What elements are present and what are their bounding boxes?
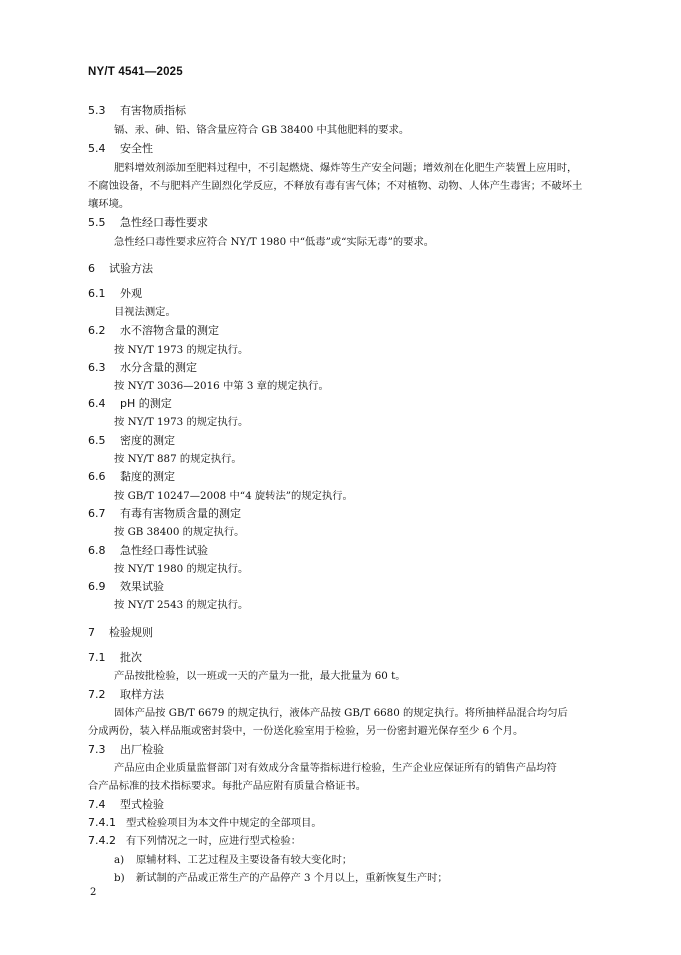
paragraph: 按 NY/T 2543 的规定执行。 — [114, 599, 249, 611]
clause-number: 7.4.2 — [88, 834, 116, 847]
clause-text: 型式检验项目为本文件中规定的全部项目。 — [126, 817, 322, 829]
section-number: 6.8 — [88, 544, 106, 557]
section-number: 7.1 — [88, 651, 106, 664]
list-text: 新试制的产品或正常生产的产品停产 3 个月以上，重新恢复生产时； — [136, 872, 448, 884]
section-number: 6.6 — [88, 470, 106, 483]
paragraph: 按 NY/T 1980 的规定执行。 — [114, 563, 249, 575]
section-title: 有害物质指标 — [120, 104, 186, 117]
section-title: 急性经口毒性要求 — [120, 216, 208, 229]
section-heading-7-3 — [88, 741, 164, 757]
section-title: 急性经口毒性试验 — [120, 544, 208, 557]
section-number: 6.2 — [88, 324, 106, 337]
section-number: 5.3 — [88, 104, 106, 117]
section-heading-6-5 — [88, 432, 175, 448]
section-title: 外观 — [120, 287, 142, 300]
section-title: pH 的测定 — [120, 397, 172, 410]
section-title: 有毒有害物质含量的测定 — [120, 507, 241, 520]
paragraph: 急性经口毒性要求应符合 NY/T 1980 中“低毒”或“实际无毒”的要求。 — [114, 236, 435, 248]
section-title: 水不溶物含量的测定 — [120, 324, 219, 337]
section-number: 6.3 — [88, 361, 106, 374]
section-number: 5.5 — [88, 216, 106, 229]
page-number: 2 — [90, 887, 97, 898]
section-title: 安全性 — [120, 142, 153, 155]
section-title: 检验规则 — [109, 626, 153, 639]
paragraph: 合产品标准的技术指标要求。每批产品应附有质量合格证书。 — [88, 780, 367, 792]
clause-number: 7.4.1 — [88, 816, 116, 829]
paragraph: 目视法测定。 — [114, 306, 176, 318]
section-title: 效果试验 — [120, 580, 164, 593]
clause-7-4-1 — [88, 814, 322, 829]
paragraph: 按 GB 38400 的规定执行。 — [114, 526, 245, 538]
section-heading-6-2 — [88, 322, 219, 338]
paragraph: 按 NY/T 1973 的规定执行。 — [114, 344, 249, 356]
section-number: 6.4 — [88, 397, 106, 410]
section-title: 试验方法 — [109, 262, 153, 275]
paragraph: 固体产品按 GB/T 6679 的规定执行，液体产品按 GB/T 6680 的规定执行。将所抽样品混合均匀后 — [114, 707, 568, 719]
paragraph: 不腐蚀设备，不与肥料产生剧烈化学反应，不释放有毒有害气体；不对植物、动物、人体产生毒害；不破坏土 — [88, 180, 583, 192]
paragraph: 按 NY/T 887 的规定执行。 — [114, 453, 242, 465]
section-heading-7-1 — [88, 649, 142, 665]
section-heading-6-7 — [88, 505, 241, 521]
section-number: 7.4 — [88, 798, 106, 811]
section-title: 取样方法 — [120, 688, 164, 701]
list-item — [114, 851, 352, 866]
paragraph: 壤环境。 — [88, 198, 130, 210]
clause-7-4-2 — [88, 832, 301, 847]
section-number: 6.1 — [88, 287, 106, 300]
section-number: 6.9 — [88, 580, 106, 593]
paragraph: 分成两份，装入样品瓶或密封袋中，一份送化验室用于检验，另一份密封避光保存至少 6 个月。 — [88, 725, 524, 737]
section-heading-6-4 — [88, 395, 172, 411]
list-marker: b) — [114, 872, 125, 884]
section-heading-5-4 — [88, 140, 153, 156]
section-heading-6-1 — [88, 285, 142, 301]
section-heading-7-2 — [88, 686, 164, 702]
section-heading-7-4 — [88, 796, 164, 812]
section-heading-6-3 — [88, 359, 197, 375]
section-number: 7.3 — [88, 743, 106, 756]
section-number: 6.7 — [88, 507, 106, 520]
list-item — [114, 869, 448, 884]
section-title: 水分含量的测定 — [120, 361, 197, 374]
section-number: 6.5 — [88, 434, 106, 447]
section-number: 6 — [88, 262, 95, 275]
paragraph: 肥料增效剂添加至肥料过程中，不引起燃烧、爆炸等生产安全问题；增效剂在化肥生产装置上应用时， — [114, 162, 578, 174]
section-title: 型式检验 — [120, 798, 164, 811]
section-heading-6-8 — [88, 542, 208, 558]
section-title: 黏度的测定 — [120, 470, 175, 483]
paragraph: 产品应由企业质量监督部门对有效成分含量等指标进行检验，生产企业应保证所有的销售产品均符 — [114, 762, 557, 774]
section-heading-6-6 — [88, 468, 175, 484]
paragraph: 按 NY/T 3036—2016 中第 3 章的规定执行。 — [114, 380, 329, 392]
section-number: 7.2 — [88, 688, 106, 701]
paragraph: 镉、汞、砷、铅、铬含量应符合 GB 38400 中其他肥料的要求。 — [114, 124, 410, 136]
list-text: 原辅材料、工艺过程及主要设备有较大变化时； — [136, 854, 353, 866]
paragraph: 产品按批检验，以一班或一天的产量为一批，最大批量为 60 t。 — [114, 670, 406, 682]
chapter-heading-6 — [88, 260, 153, 276]
section-title: 批次 — [120, 651, 142, 664]
section-heading-5-3 — [88, 102, 186, 118]
section-heading-6-9 — [88, 578, 164, 594]
paragraph: 按 GB/T 10247—2008 中“4 旋转法”的规定执行。 — [114, 490, 353, 502]
section-number: 7 — [88, 626, 95, 639]
list-marker: a) — [114, 854, 125, 866]
section-heading-5-5 — [88, 214, 208, 230]
chapter-heading-7 — [88, 624, 153, 640]
section-number: 5.4 — [88, 142, 106, 155]
document-code: NY/T 4541—2025 — [88, 66, 183, 78]
section-title: 出厂检验 — [120, 743, 164, 756]
paragraph: 按 NY/T 1973 的规定执行。 — [114, 416, 249, 428]
clause-text: 有下列情况之一时，应进行型式检验： — [126, 835, 302, 847]
section-title: 密度的测定 — [120, 434, 175, 447]
